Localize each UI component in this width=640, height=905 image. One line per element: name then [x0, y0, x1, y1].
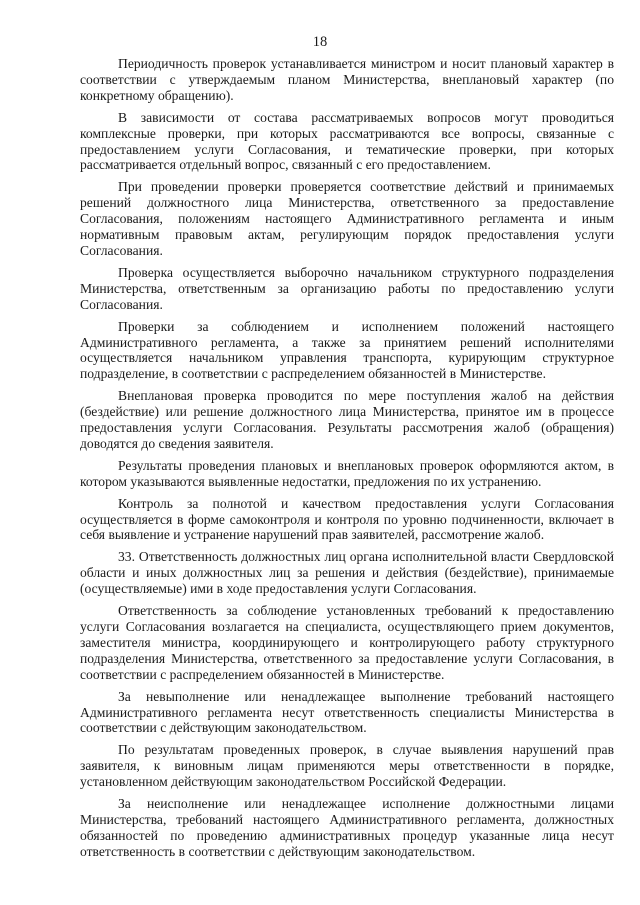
paragraph-periodicity: Периодичность проверок устанавливается министром и носит плановый характер в соответствии с утверждаемым планом Министерства, внеплановый характер (по конкретному обращению). — [80, 56, 614, 103]
paragraph-violation-measures: По результатам проведенных проверок, в случае выявления нарушений прав заявителя, к виновным лицам применяются меры ответственности в порядке, установленном действующим законодательством Российской Федерации. — [80, 742, 614, 790]
paragraph-check-types: В зависимости от состава рассматриваемых вопросов могут проводиться комплексные проверки, при которых рассматриваются все вопросы, связанные с предоставлением услуги Согласования, и тематические проверки, при которых рассматривается отдельный вопрос, связанный с его предоставлением. — [80, 109, 614, 173]
paragraph-unscheduled-check: Внеплановая проверка проводится по мере поступления жалоб на действия (бездействие) или решение должностного лица Министерства, принятое им в процессе предоставления услуги Согласования. Результаты рассмотрения жалоб (обращения) доводятся до сведения заявителя. — [80, 388, 614, 451]
paragraph-quality-control: Контроль за полнотой и качеством предоставления услуги Согласования осуществляется в форме самоконтроля и контроля по уровню подчиненности, включает в себя выявление и устранение нарушений прав заявителей, рассмотрение жалоб. — [80, 495, 614, 543]
paragraph-section-33: 33. Ответственность должностных лиц органа исполнительной власти Свердловской области и иных должностных лиц за решения и действия (бездействие), принимаемые (осуществляемые) ими в ходе предоставления услуги Согласования. — [80, 549, 614, 597]
paragraph-officials-liability: За неисполнение или ненадлежащее исполнение должностными лицами Министерства, требований настоящего Административного регламента, должностных обязанностей по проведению административных процедур указанные лица несут ответственность в соответствии с действующим законодательством. — [80, 796, 614, 859]
paragraph-check-scope: При проведении проверки проверяется соответствие действий и принимаемых решений должностного лица Министерства, ответственного за предоставление Согласования, положениям настоящего Административного регламента и иным нормативным правовым актам, регулирующим порядок предоставления услуги Согласования. — [80, 179, 614, 258]
paragraph-check-results: Результаты проведения плановых и внеплановых проверок оформляются актом, в котором указываются выявленные недостатки, предложения по их устранению. — [80, 457, 614, 489]
page-number: 18 — [312, 34, 328, 50]
paragraph-responsibility: Ответственность за соблюдение установленных требований к предоставлению услуги Согласования возлагается на специалиста, осуществляющего прием документов, заместителя министра, координирующего и контролирующего работу структурного подразделения Министерства, ответственного за предоставление услуги Согласования, в соответствии с распределением обязанностей в Министерстве. — [80, 603, 614, 682]
paragraph-compliance-checks: Проверки за соблюдением и исполнением положений настоящего Административного регламента, а также за принятием решений исполнителями осуществляется начальником управления транспорта, курирующим структурное подразделение, в соответствии с распределением обязанностей в Министерстве. — [80, 318, 614, 382]
paragraph-non-compliance: За невыполнение или ненадлежащее выполнение требований настоящего Административного регламента несут ответственность специалисты Министерства в соответствии с действующим законодательством. — [80, 688, 614, 736]
paragraph-selective-check: Проверка осуществляется выборочно начальником структурного подразделения Министерства, ответственным за организацию работы по предоставлению услуги Согласования. — [80, 264, 614, 312]
document-body — [80, 56, 614, 860]
